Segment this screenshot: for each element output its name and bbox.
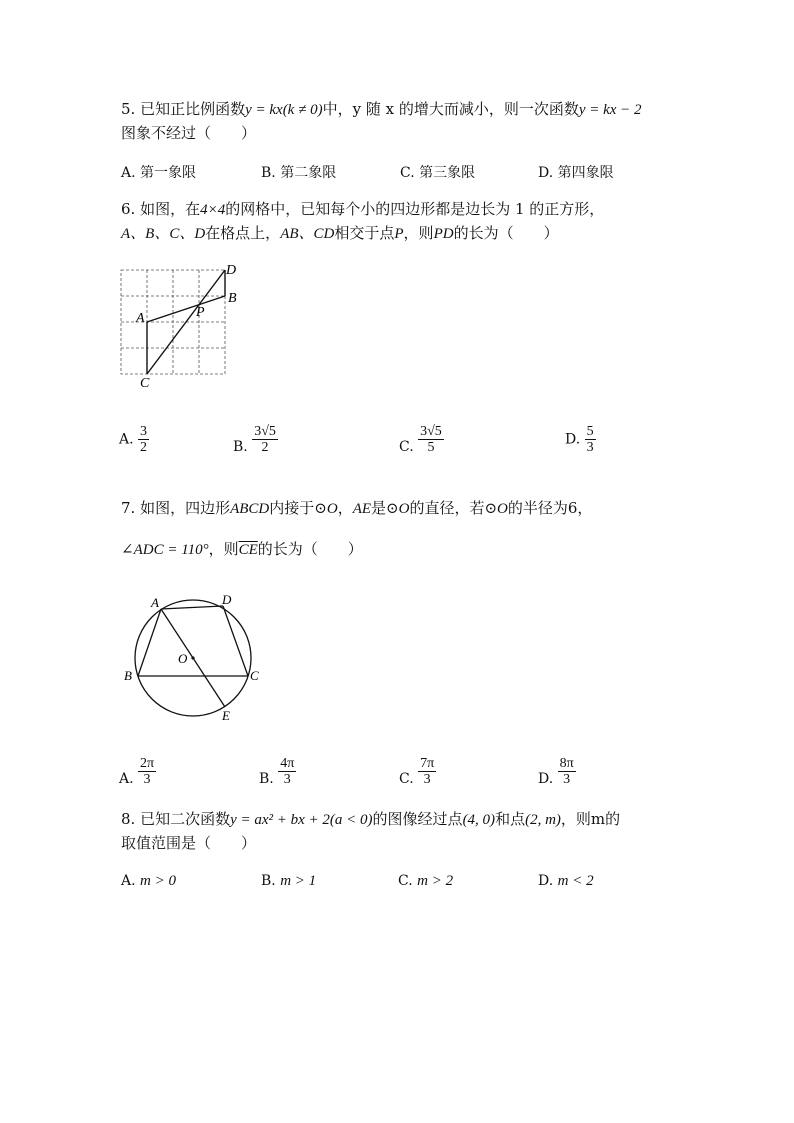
q5-option-a[interactable]: A. 第一象限	[121, 165, 197, 181]
label-o: O	[178, 651, 188, 666]
q5-mid: 中，y 随 x 的增大而减小，则一次函数	[322, 100, 579, 118]
q7-option-c[interactable]: C. $\frac{7\pi}{3}$	[399, 756, 435, 787]
label-a: A	[136, 311, 145, 326]
label-b: B	[228, 291, 237, 306]
q8-line2: 取值范围是（ ）	[121, 834, 257, 852]
arc-ce: $\overline{CE}$	[238, 542, 258, 558]
q6-option-a[interactable]: A. $\frac{3}{2}$	[119, 424, 148, 455]
q8-option-a[interactable]: A. m > 0	[121, 873, 176, 889]
q5-option-d[interactable]: D. 第四象限	[538, 165, 614, 181]
segment-ad	[161, 606, 223, 609]
q7-circle-figure	[118, 590, 268, 725]
segment-ab	[147, 296, 225, 322]
segment-dc	[223, 606, 248, 676]
q8-line1: 8. 已知二次函数y = ax² + bx + 2(a < 0)的图像经过点(4, 0)和点(2, m)，则m的	[121, 810, 621, 828]
q8-option-b[interactable]: B. m > 1	[261, 873, 317, 889]
q6-grid-size: 4×4	[200, 202, 226, 218]
center-point	[191, 656, 194, 659]
label-e: E	[222, 708, 230, 723]
label-b: B	[124, 668, 132, 683]
label-a: A	[151, 595, 159, 610]
q7-option-b[interactable]: B. $\frac{4\pi}{3}$	[259, 756, 295, 787]
q7-option-d[interactable]: D. $\frac{8\pi}{3}$	[538, 756, 574, 787]
label-d: D	[226, 263, 237, 278]
q6-option-d[interactable]: D. $\frac{5}{3}$	[565, 424, 594, 455]
q6-line1: 6. 如图，在4×4的网格中，已知每个小的四边形都是边长为 1 的正方形，	[121, 200, 605, 218]
q8-option-c[interactable]: C. m > 2	[398, 873, 454, 889]
q8-option-d[interactable]: D. m < 2	[538, 873, 594, 889]
label-c: C	[250, 668, 259, 683]
q7-line1: 7. 如图，四边形ABCD内接于⊙O，AE是⊙O的直径，若⊙O的半径为6，	[121, 499, 593, 517]
label-d: D	[222, 592, 232, 607]
q5-func2: y = kx − 2	[578, 102, 642, 118]
q5-prefix: 5. 已知正比例函数	[121, 100, 246, 118]
label-c: C	[140, 376, 150, 390]
q5-option-b[interactable]: B. 第二象限	[261, 165, 337, 181]
label-p: P	[196, 305, 205, 320]
q5-func1: y = kx(k ≠ 0)	[245, 102, 323, 118]
q5-line2: 图象不经过（ ）	[121, 124, 257, 142]
q6-line2: A、B、C、D在格点上，AB、CD相交于点P，则PD的长为（ ）	[121, 224, 559, 242]
q6-option-c[interactable]: C. $\frac{3√5}{5}$	[399, 424, 442, 455]
q5-line1	[121, 100, 642, 119]
q7-line2: ∠ADC = 110°，则$\overline{CE}$的长为（ ）	[121, 540, 363, 558]
q5-option-c[interactable]: C. 第三象限	[400, 165, 476, 181]
q7-option-a[interactable]: A. $\frac{2\pi}{3}$	[119, 756, 155, 787]
q6-grid-figure	[110, 260, 250, 390]
q6-option-b[interactable]: B. $\frac{3√5}{2}$	[233, 424, 276, 455]
